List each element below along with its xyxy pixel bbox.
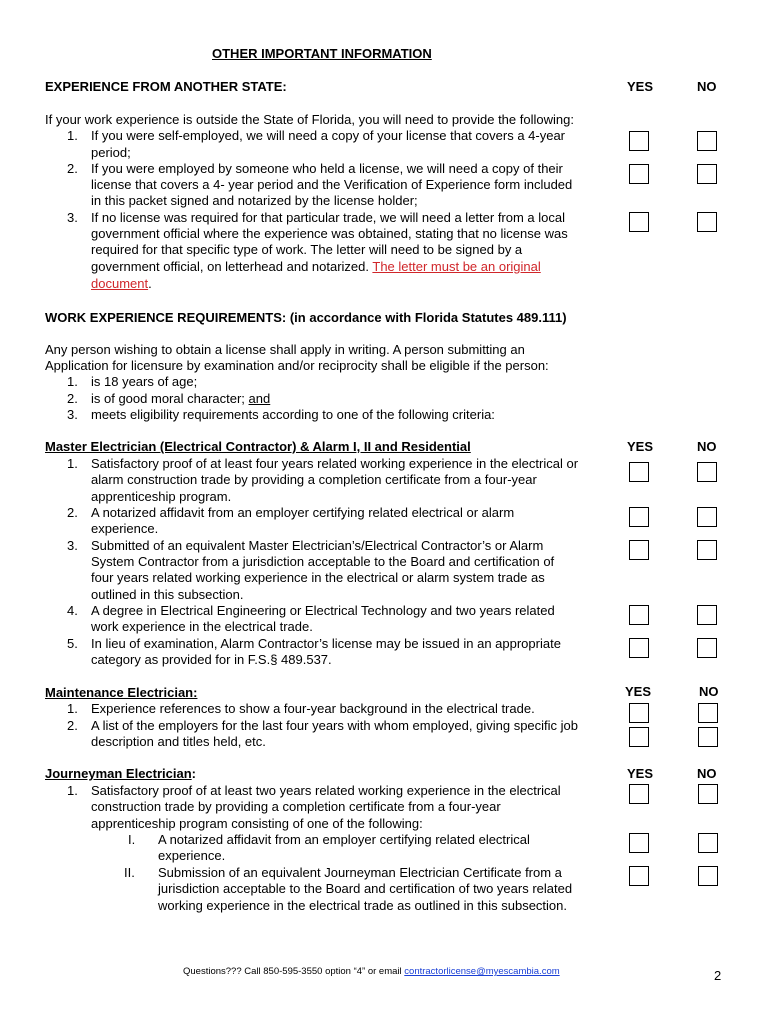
- roman-number: I.: [128, 832, 136, 847]
- list-number: 1.: [67, 783, 78, 798]
- list-number: 2.: [67, 391, 78, 406]
- journeyman-1-yes-checkbox[interactable]: [629, 784, 649, 804]
- master-5-yes-checkbox[interactable]: [629, 638, 649, 658]
- list-item-text: [91, 391, 270, 407]
- master-4-yes-checkbox[interactable]: [629, 605, 649, 625]
- list-item-text: A notarized affidavit from an employer certifying related electrical: [158, 832, 530, 847]
- experience-3-yes-checkbox[interactable]: [629, 212, 649, 232]
- list-item-text: Satisfactory proof of at least two years related working experience in the electrical: [91, 783, 561, 798]
- list-number: 3.: [67, 407, 78, 422]
- master-5-no-checkbox[interactable]: [697, 638, 717, 658]
- contact-email-link[interactable]: contractorlicense@myescambia.com: [404, 966, 560, 977]
- list-item-text: [91, 276, 152, 292]
- list-item-text: Satisfactory proof of at least four years related working experience in the electrical or: [91, 456, 579, 471]
- paragraph-line: Application for licensure by examination and/or reciprocity shall be eligible if the person:: [45, 358, 549, 373]
- list-item-text: work experience in the electrical trade.: [91, 619, 313, 634]
- journeyman-ii-no-checkbox[interactable]: [698, 866, 718, 886]
- master-1-yes-checkbox[interactable]: [629, 462, 649, 482]
- experience-intro: If your work experience is outside the State of Florida, you will need to provide the following:: [45, 112, 574, 127]
- list-item-text: alarm construction trade by providing a completion certificate from a four-year: [91, 472, 537, 487]
- original-letter-note: document: [91, 276, 149, 291]
- no-column-label: NO: [697, 79, 717, 94]
- yes-column-label: YES: [627, 439, 654, 454]
- list-item-text: If no license was required for that particular trade, we will need a letter from a local: [91, 210, 566, 225]
- yes-column-label: YES: [627, 79, 654, 94]
- list-item-text: construction trade by providing a completion certificate from a four-year: [91, 799, 501, 814]
- page-number: 2: [714, 968, 722, 983]
- list-item-text: apprenticeship program.: [91, 489, 232, 504]
- list-number: 1.: [67, 128, 78, 143]
- section-heading-journeyman-electrician: [45, 766, 196, 782]
- list-item-text: required for that specific type of work. The letter will need to be signed by a: [91, 242, 523, 257]
- yes-column-label: YES: [625, 684, 652, 699]
- list-item-text: A degree in Electrical Engineering or Electrical Technology and two years related: [91, 603, 555, 618]
- criteria-and: and: [248, 391, 271, 406]
- list-number: 2.: [67, 718, 78, 733]
- list-item-text: experience.: [91, 521, 159, 536]
- experience-1-no-checkbox[interactable]: [697, 131, 717, 151]
- list-number: 2.: [67, 505, 78, 520]
- list-number: 4.: [67, 603, 78, 618]
- list-item-text: Submitted of an equivalent Master Electrician’s/Electrical Contractor’s or Alarm: [91, 538, 544, 553]
- section-heading-experience: EXPERIENCE FROM ANOTHER STATE:: [45, 79, 287, 94]
- list-item-text: Submission of an equivalent Journeyman Electrician Certificate from a: [158, 865, 562, 880]
- original-letter-note: The letter must be an original: [372, 259, 541, 274]
- experience-2-yes-checkbox[interactable]: [629, 164, 649, 184]
- paragraph-line: Any person wishing to obtain a license shall apply in writing. A person submitting an: [45, 342, 525, 357]
- section-heading-maintenance-electrician: Maintenance Electrician:: [45, 685, 198, 700]
- journeyman-ii-yes-checkbox[interactable]: [629, 866, 649, 886]
- list-number: 2.: [67, 161, 78, 176]
- footer-text: Questions??? Call 850-595-3550 option “4” or email: [183, 966, 405, 977]
- list-item-text: government official where the experience was obtained, stating that no license was: [91, 226, 568, 241]
- master-3-yes-checkbox[interactable]: [629, 540, 649, 560]
- list-item-text: A notarized affidavit from an employer certifying related electrical or alarm: [91, 505, 515, 520]
- maintenance-2-no-checkbox[interactable]: [698, 727, 718, 747]
- experience-3-no-checkbox[interactable]: [697, 212, 717, 232]
- no-column-label: NO: [697, 766, 717, 781]
- list-item-text: Experience references to show a four-year background in the electrical trade.: [91, 701, 535, 716]
- list-item-text: outlined in this subsection.: [91, 587, 244, 602]
- period: .: [148, 276, 152, 291]
- list-item-text: working experience in the electrical trade as outlined in this subsection.: [158, 898, 568, 913]
- master-1-no-checkbox[interactable]: [697, 462, 717, 482]
- heading-colon: :: [191, 766, 197, 781]
- list-item-text: [91, 259, 541, 275]
- maintenance-1-no-checkbox[interactable]: [698, 703, 718, 723]
- list-item-text: If you were self-employed, we will need a copy of your license that covers a 4-year: [91, 128, 566, 143]
- journeyman-i-no-checkbox[interactable]: [698, 833, 718, 853]
- list-item-text: experience.: [158, 848, 226, 863]
- list-item-text: is 18 years of age;: [91, 374, 198, 389]
- list-item-text: four years related working experience in the electrical or alarm system trade as: [91, 570, 545, 585]
- master-3-no-checkbox[interactable]: [697, 540, 717, 560]
- list-item-text: in this packet signed and notarized by the license holder;: [91, 193, 418, 208]
- journeyman-title: Journeyman Electrician: [45, 766, 192, 781]
- list-item-text: meets eligibility requirements according to one of the following criteria:: [91, 407, 495, 422]
- list-item-text: System Contractor from a jurisdiction acceptable to the Board and certification of: [91, 554, 555, 569]
- journeyman-1-no-checkbox[interactable]: [698, 784, 718, 804]
- master-2-yes-checkbox[interactable]: [629, 507, 649, 527]
- list-item-text: category as provided for in F.S.§ 489.537.: [91, 652, 332, 667]
- criteria-text: is of good moral character;: [91, 391, 249, 406]
- list-item-text: description and titles held, etc.: [91, 734, 266, 749]
- experience-1-yes-checkbox[interactable]: [629, 131, 649, 151]
- list-number: 3.: [67, 538, 78, 553]
- experience-2-no-checkbox[interactable]: [697, 164, 717, 184]
- list-number: 3.: [67, 210, 78, 225]
- list-item-text: government official, on letterhead and notarized.: [91, 259, 369, 274]
- page-title: OTHER IMPORTANT INFORMATION: [212, 46, 432, 61]
- maintenance-1-yes-checkbox[interactable]: [629, 703, 649, 723]
- master-2-no-checkbox[interactable]: [697, 507, 717, 527]
- list-number: 1.: [67, 456, 78, 471]
- no-column-label: NO: [697, 439, 717, 454]
- maintenance-2-yes-checkbox[interactable]: [629, 727, 649, 747]
- list-item-text: In lieu of examination, Alarm Contractor’s license may be issued in an appropriate: [91, 636, 561, 651]
- list-item-text: jurisdiction acceptable to the Board and certification of two years related: [158, 881, 573, 896]
- section-heading-work-requirements: WORK EXPERIENCE REQUIREMENTS: (in accordance with Florida Statutes 489.111): [45, 310, 567, 325]
- footer-contact: [183, 966, 560, 977]
- list-item-text: apprenticeship program consisting of one of the following:: [91, 816, 423, 831]
- yes-column-label: YES: [627, 766, 654, 781]
- list-number: 5.: [67, 636, 78, 651]
- list-number: 1.: [67, 701, 78, 716]
- no-column-label: NO: [699, 684, 719, 699]
- section-heading-master-electrician: Master Electrician (Electrical Contractor) & Alarm I, II and Residential: [45, 439, 471, 454]
- list-item-text: period;: [91, 145, 131, 160]
- list-number: 1.: [67, 374, 78, 389]
- list-item-text: If you were employed by someone who held a license, we will need a copy of their: [91, 161, 563, 176]
- journeyman-i-yes-checkbox[interactable]: [629, 833, 649, 853]
- master-4-no-checkbox[interactable]: [697, 605, 717, 625]
- roman-number: II.: [124, 865, 135, 880]
- list-item-text: license that covers a 4- year period and the Verification of Experience form included: [91, 177, 573, 192]
- list-item-text: A list of the employers for the last four years with whom employed, giving specific job: [91, 718, 578, 733]
